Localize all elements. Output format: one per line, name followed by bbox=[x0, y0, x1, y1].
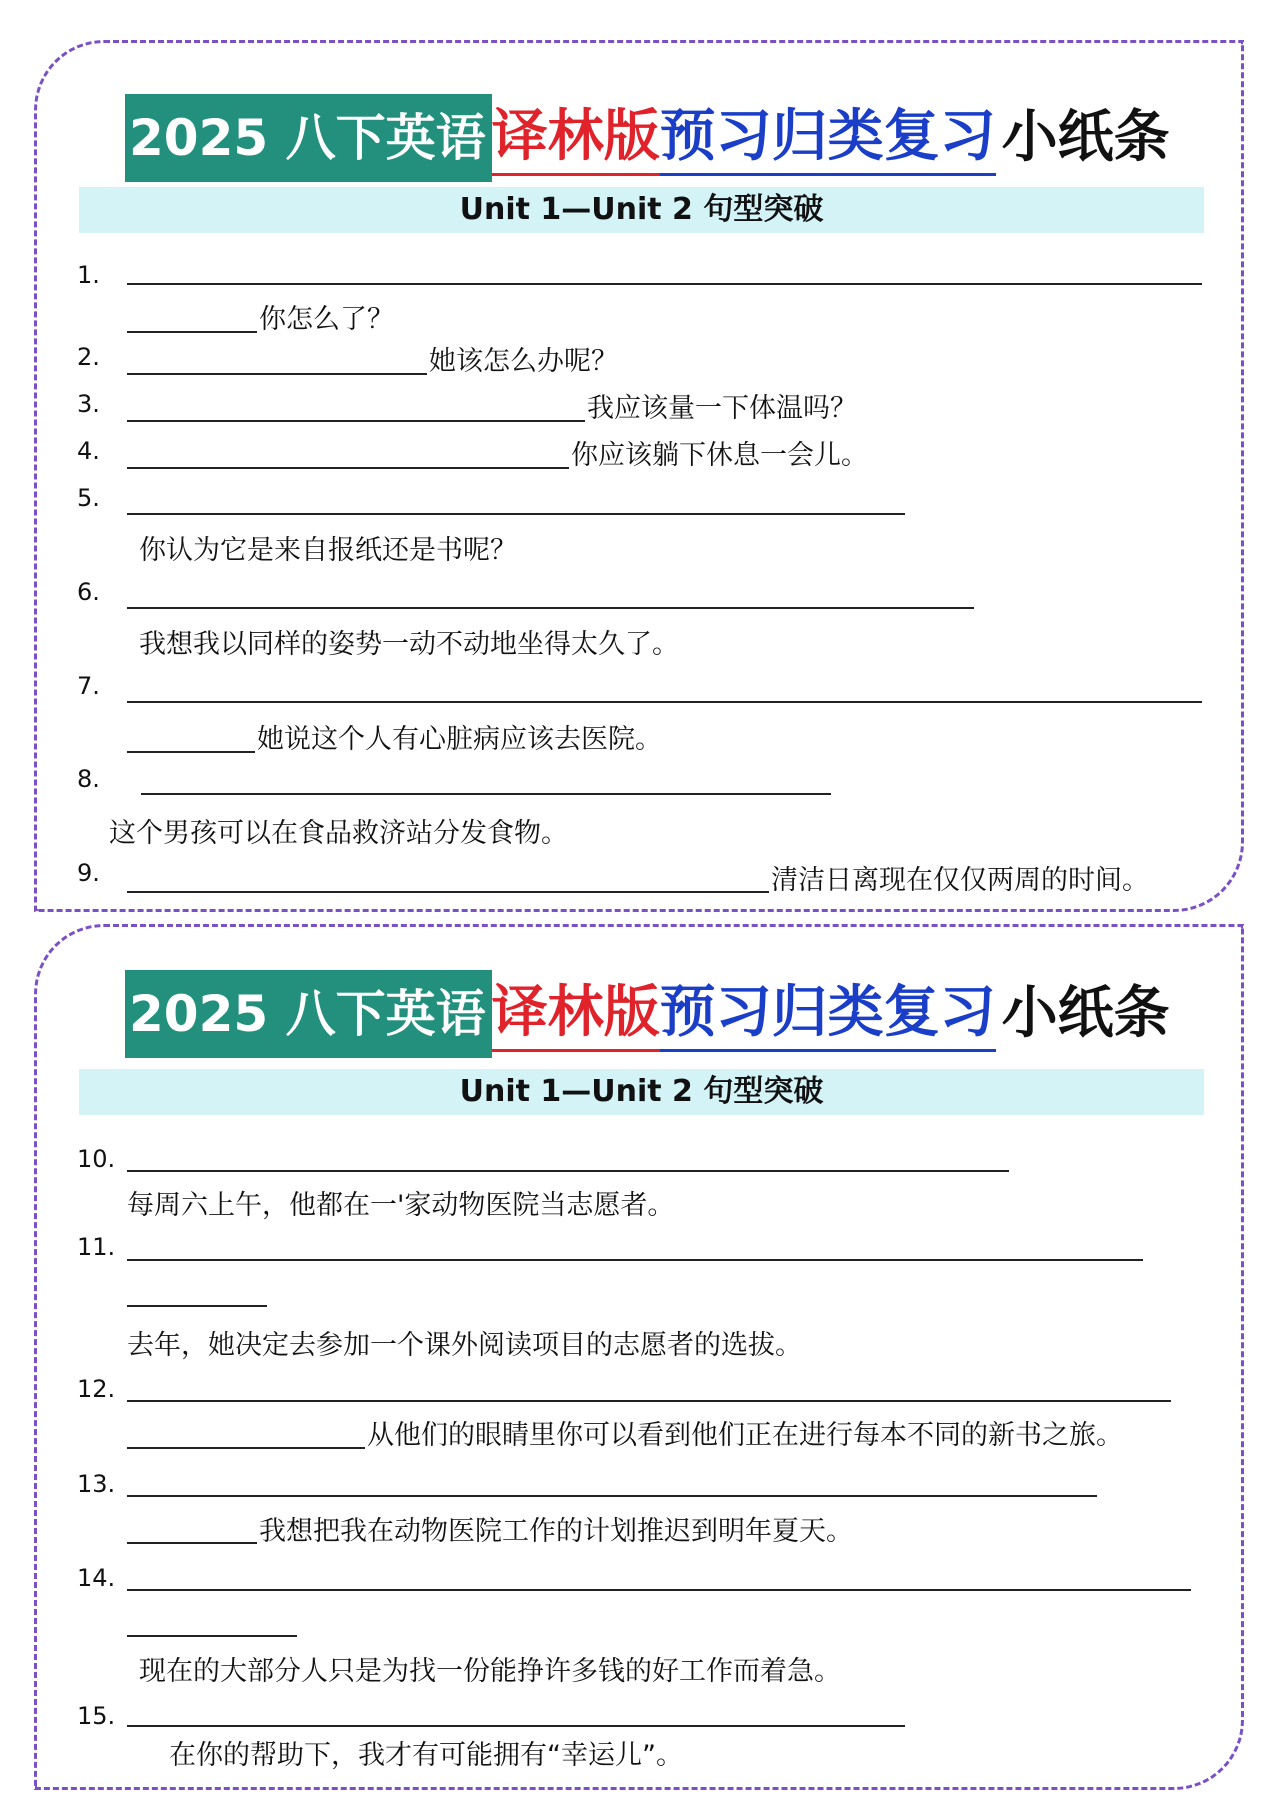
item-text: 去年，她决定去参加一个课外阅读项目的志愿者的选拔。 bbox=[127, 1330, 802, 1361]
item-text: 我想把我在动物医院工作的计划推迟到明年夏天。 bbox=[259, 1516, 853, 1547]
answer-line[interactable] bbox=[127, 1447, 365, 1449]
answer-line[interactable] bbox=[127, 1495, 1097, 1497]
answer-line[interactable] bbox=[127, 607, 974, 609]
item-text: 她该怎么办呢？ bbox=[429, 346, 618, 377]
item-number: 5. bbox=[77, 484, 100, 512]
answer-line[interactable] bbox=[127, 373, 427, 375]
title-part-year-grade: 2025 八下英语 bbox=[125, 970, 492, 1058]
title-part-edition: 译林版 bbox=[492, 977, 660, 1052]
item-text: 你怎么了？ bbox=[259, 304, 394, 335]
item-number: 1. bbox=[77, 261, 100, 289]
answer-line[interactable] bbox=[127, 1725, 905, 1727]
answer-line[interactable] bbox=[127, 1170, 1009, 1172]
answer-line[interactable] bbox=[127, 331, 257, 333]
answer-line[interactable] bbox=[127, 701, 1202, 703]
answer-line[interactable] bbox=[127, 283, 1202, 285]
item-number: 10. bbox=[77, 1145, 116, 1173]
item-text: 她说这个人有心脏病应该去医院。 bbox=[257, 724, 662, 755]
worksheet-title bbox=[125, 98, 1170, 178]
title-part-note: 小纸条 bbox=[1001, 105, 1170, 170]
answer-line[interactable] bbox=[141, 793, 831, 795]
item-number: 7. bbox=[77, 672, 100, 700]
item-text: 我应该量一下体温吗？ bbox=[587, 393, 857, 424]
answer-line[interactable] bbox=[127, 751, 255, 753]
answer-line[interactable] bbox=[127, 1305, 267, 1307]
worksheet-card-1 bbox=[34, 40, 1244, 912]
item-number: 15. bbox=[77, 1702, 116, 1730]
worksheet-title bbox=[125, 974, 1170, 1054]
item-text: 从他们的眼睛里你可以看到他们正在进行每本不同的新书之旅。 bbox=[367, 1420, 1123, 1451]
title-part-note: 小纸条 bbox=[1001, 981, 1170, 1046]
answer-line[interactable] bbox=[127, 1542, 257, 1544]
item-text: 我想我以同样的姿势一动不动地坐得太久了。 bbox=[139, 629, 679, 660]
item-text: 你认为它是来自报纸还是书呢？ bbox=[139, 535, 517, 566]
section-subtitle: Unit 1—Unit 2 句型突破 bbox=[79, 187, 1204, 233]
answer-line[interactable] bbox=[127, 1635, 297, 1637]
item-number: 9. bbox=[77, 859, 100, 887]
item-text: 每周六上午，他都在一'家动物医院当志愿者。 bbox=[127, 1190, 675, 1221]
answer-line[interactable] bbox=[127, 1259, 1143, 1261]
answer-line[interactable] bbox=[127, 891, 769, 893]
worksheet-card-2 bbox=[34, 924, 1244, 1790]
item-number: 13. bbox=[77, 1470, 116, 1498]
item-text: 这个男孩可以在食品救济站分发食物。 bbox=[109, 818, 568, 849]
item-text: 清洁日离现在仅仅两周的时间。 bbox=[771, 865, 1149, 896]
answer-line[interactable] bbox=[127, 513, 905, 515]
item-number: 14. bbox=[77, 1564, 116, 1592]
answer-line[interactable] bbox=[127, 1589, 1191, 1591]
answer-line[interactable] bbox=[127, 420, 585, 422]
section-subtitle: Unit 1—Unit 2 句型突破 bbox=[79, 1069, 1204, 1115]
item-text: 现在的大部分人只是为找一份能挣许多钱的好工作而着急。 bbox=[139, 1656, 841, 1687]
item-number: 6. bbox=[77, 578, 100, 606]
item-text: 你应该躺下休息一会儿。 bbox=[571, 440, 868, 471]
title-part-review: 预习归类复习 bbox=[660, 977, 996, 1052]
item-number: 3. bbox=[77, 390, 100, 418]
item-number: 8. bbox=[77, 765, 100, 793]
item-text: 在你的帮助下，我才有可能拥有“幸运儿”。 bbox=[169, 1740, 683, 1771]
item-number: 12. bbox=[77, 1375, 116, 1403]
item-number: 2. bbox=[77, 343, 100, 371]
title-part-review: 预习归类复习 bbox=[660, 101, 996, 176]
answer-line[interactable] bbox=[127, 467, 569, 469]
item-number: 11. bbox=[77, 1233, 116, 1261]
title-part-edition: 译林版 bbox=[492, 101, 660, 176]
item-number: 4. bbox=[77, 437, 100, 465]
answer-line[interactable] bbox=[127, 1400, 1171, 1402]
title-part-year-grade: 2025 八下英语 bbox=[125, 94, 492, 182]
